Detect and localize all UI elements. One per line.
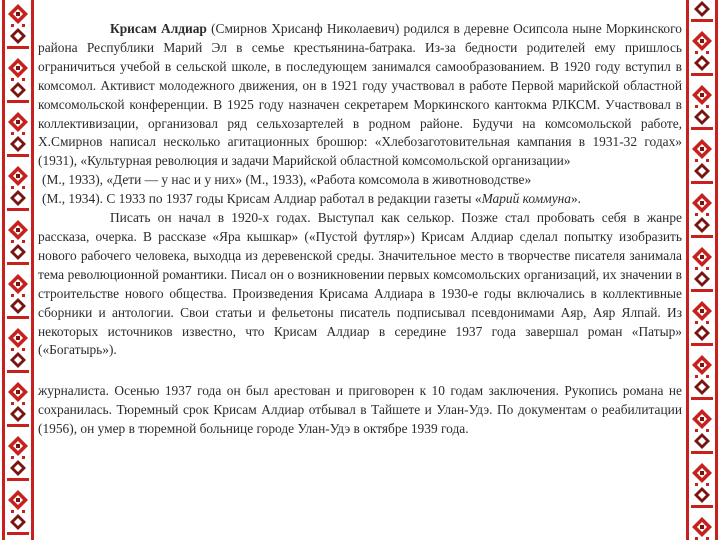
paragraph-text: (Смирнов Хрисанф Николаевич) родился в деревне Осипсола ныне Моркинского района Республики Марий Эл в семье крестьянина-батрака. Из-за бедности родителей ему пришлось ограничиться учебой в сельской школе, в последующем занимался самообразованием. В 1920 году вступил в комсомол. Активист молодежного движения, он в 1921 году участвовал в работе Первой марийской областной комсомольской конференции. В 1925 году назначен секретарем Моркинского кантокма РЛКСМ. Участвовал в коллективизации, организовал ряд сельхозартелей в родном районе. Будучи на комсомольской работе, Х.Смирнов написал несколько агитационных брошюр: «Хлебозаготовительная кампания в 1931-32 годах» (1931), «Культурная революция и задачи Марийской областной комсомольской организации» (38, 21, 682, 169)
right-ornament-border (684, 0, 720, 540)
biography-text (38, 20, 682, 439)
paragraph-text: (М., 1933), «Дети — у нас и у них» (М., 1933), «Работа комсомола в животноводстве» (42, 172, 532, 188)
paragraph-publications (38, 171, 682, 190)
left-ornament-border (0, 0, 36, 540)
ornament-pattern-icon (684, 0, 720, 540)
paragraph-text: Писать он начал в 1920-х годах. Выступал как селькор. Позже стал пробовать себя в жанре рассказа, очерка. В рассказе «Яра кышкар» («Пустой футляр») Крисам Алдиар сделал попытку изобразить нового рабочего человека, выходца из деревенской среды. Значительное место в творчестве писателя занимала тема революционной романтики. Писал он о возникновении первых комсомольских организаций, их значении в строительстве нового общества. Произведения Крисама Алдиара в 1930-е годы включались в коллективные сборники и антологии. Свои статьи и фельетоны писатель подписывал псевдонимами Аяр, Аяр Ялпай. Из некоторых источников известно, что Крисам Алдиар в середине 1937 года завершал роман «Патыр» («Богатырь»). (38, 210, 682, 358)
paragraph-text: журналиста. Осенью 1937 года он был арестован и приговорен к 10 годам заключения. Рукопись романа не сохранилась. Тюремный срок Крисам Алдиар отбывал в Тайшете и Улан-Удэ. По документам о реабилитации (1956), он умер в тюремной больнице городе Улан-Удэ в октябре 1939 года. (38, 383, 682, 437)
paragraph-writing (38, 209, 682, 360)
newspaper-title: Марий коммуна (481, 191, 571, 207)
paragraph-newspaper (38, 190, 682, 209)
paragraph-text: (М., 1934). С 1933 по 1937 годы Крисам Алдиар работал в редакции газеты « (42, 191, 482, 207)
ornament-pattern-icon (0, 0, 36, 540)
paragraph-intro (38, 20, 682, 171)
paragraph-arrest (38, 382, 682, 439)
slide-content (36, 0, 684, 540)
paragraph-gap (38, 360, 682, 382)
paragraph-text: ». (570, 191, 582, 207)
author-name: Крисам Алдиар (110, 21, 207, 36)
